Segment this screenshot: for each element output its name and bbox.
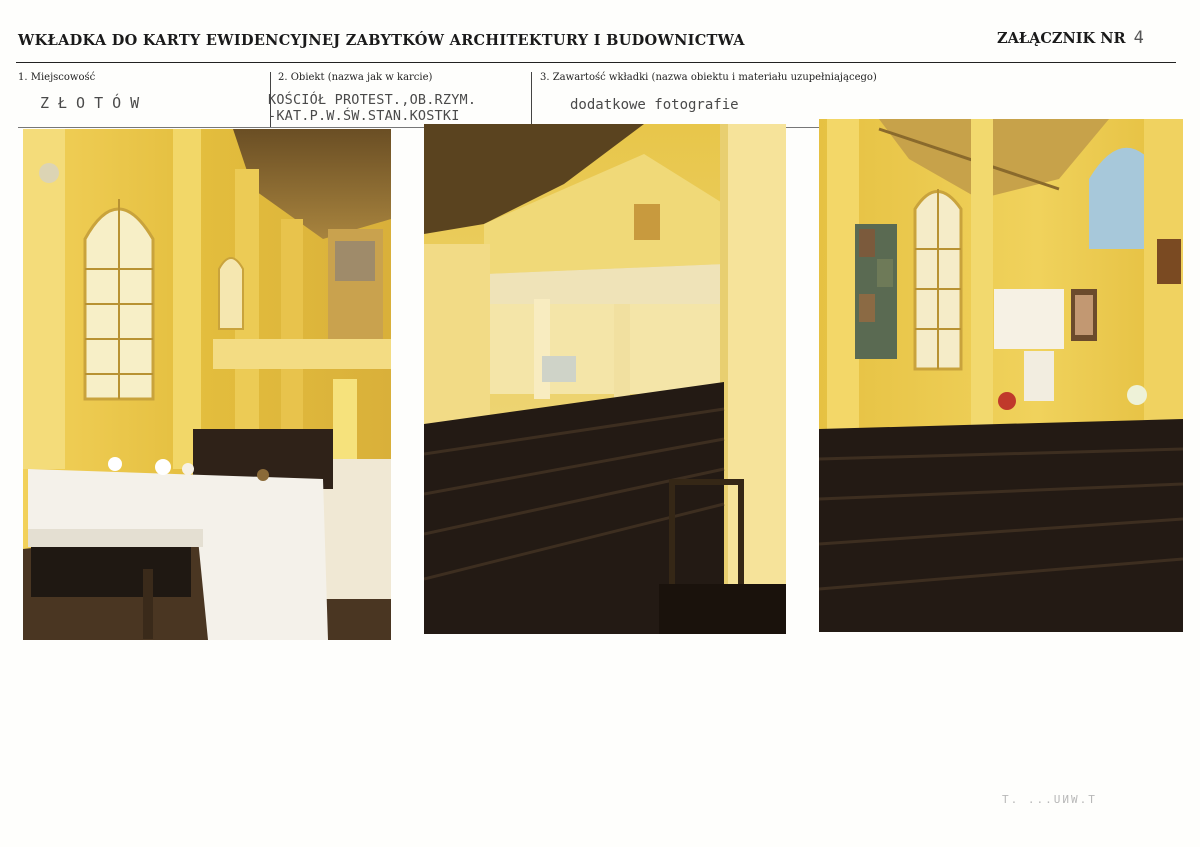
annex-label-block bbox=[997, 28, 1144, 48]
altar-view-photo bbox=[23, 129, 391, 640]
object-label: 2. Obiekt (nazwa jak w karcie) bbox=[278, 72, 433, 83]
annex-label: ZAŁĄCZNIK NR bbox=[997, 30, 1126, 47]
side-aisle-photo bbox=[819, 119, 1183, 632]
contents-label: 3. Zawartość wkładki (nazwa obiektu i materiału uzupełniającego) bbox=[540, 72, 877, 83]
locality-value: ZŁOTÓW bbox=[40, 94, 149, 112]
object-value-line2: -KAT.P.W.ŚW.STAN.KOSTKI bbox=[268, 108, 460, 124]
nave-under-gallery-photo bbox=[424, 124, 786, 634]
document-title: WKŁADKA DO KARTY EWIDENCYJNEJ ZABYTKÓW ARCHITEKTURY I BUDOWNICTWA bbox=[18, 32, 745, 49]
object-value-line1: KOŚCIÓŁ PROTEST.,OB.RZYM. bbox=[268, 92, 477, 108]
locality-label: 1. Miejscowość bbox=[18, 72, 96, 83]
contents-field bbox=[540, 72, 877, 83]
field-separator bbox=[531, 72, 532, 128]
annex-number: 4 bbox=[1133, 28, 1144, 48]
locality-field bbox=[18, 72, 95, 83]
faded-stamp-text: T.WNU... .T bbox=[1000, 793, 1095, 806]
contents-value: dodatkowe fotografie bbox=[570, 97, 739, 113]
header-rule bbox=[16, 62, 1176, 63]
object-field bbox=[278, 72, 432, 83]
